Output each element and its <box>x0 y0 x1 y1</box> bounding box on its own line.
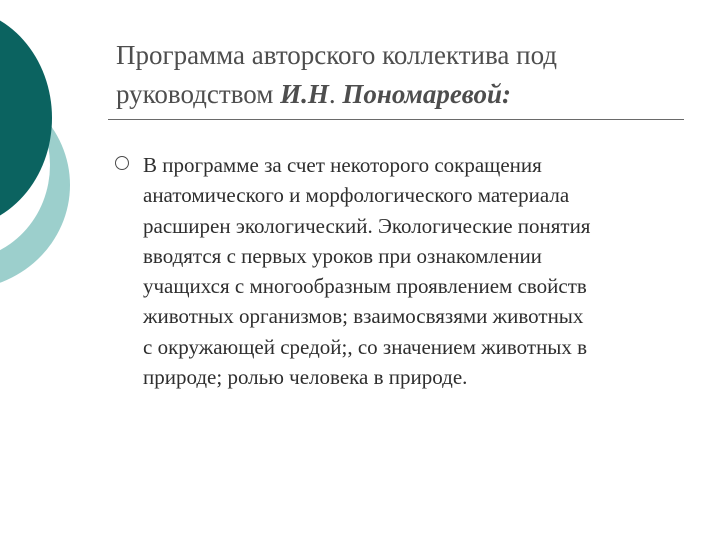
paragraph-line: животных организмов; взаимосвязями животных <box>143 304 584 329</box>
slide-title <box>116 36 696 114</box>
title-dot: . <box>328 79 343 109</box>
hollow-circle-bullet-icon <box>115 156 129 170</box>
paragraph-line: расширен экологический. Экологические понятия <box>143 213 591 238</box>
title-plain-text: руководством <box>116 79 281 109</box>
paragraph-line: с окружающей средой;, со значением животных в <box>143 334 588 359</box>
paragraph-line: В программе за счет некоторого сокращения <box>143 153 542 177</box>
title-divider <box>108 119 684 120</box>
paragraph-line: анатомического и морфологического материала <box>143 183 570 208</box>
bullet-paragraph <box>143 150 703 392</box>
paragraph-line: вводятся с первых уроков при ознакомлении <box>143 243 542 268</box>
paragraph-line: природе; ролью человека в природе. <box>143 365 468 390</box>
decorative-circles <box>0 0 120 300</box>
title-line-2 <box>116 75 696 114</box>
title-surname: Пономаревой: <box>342 79 512 109</box>
title-initials: И.Н <box>280 79 329 109</box>
title-line-1: Программа авторского коллектива под <box>116 40 558 70</box>
paragraph-line: учащихся с многообразным проявлением свойств <box>143 274 587 299</box>
